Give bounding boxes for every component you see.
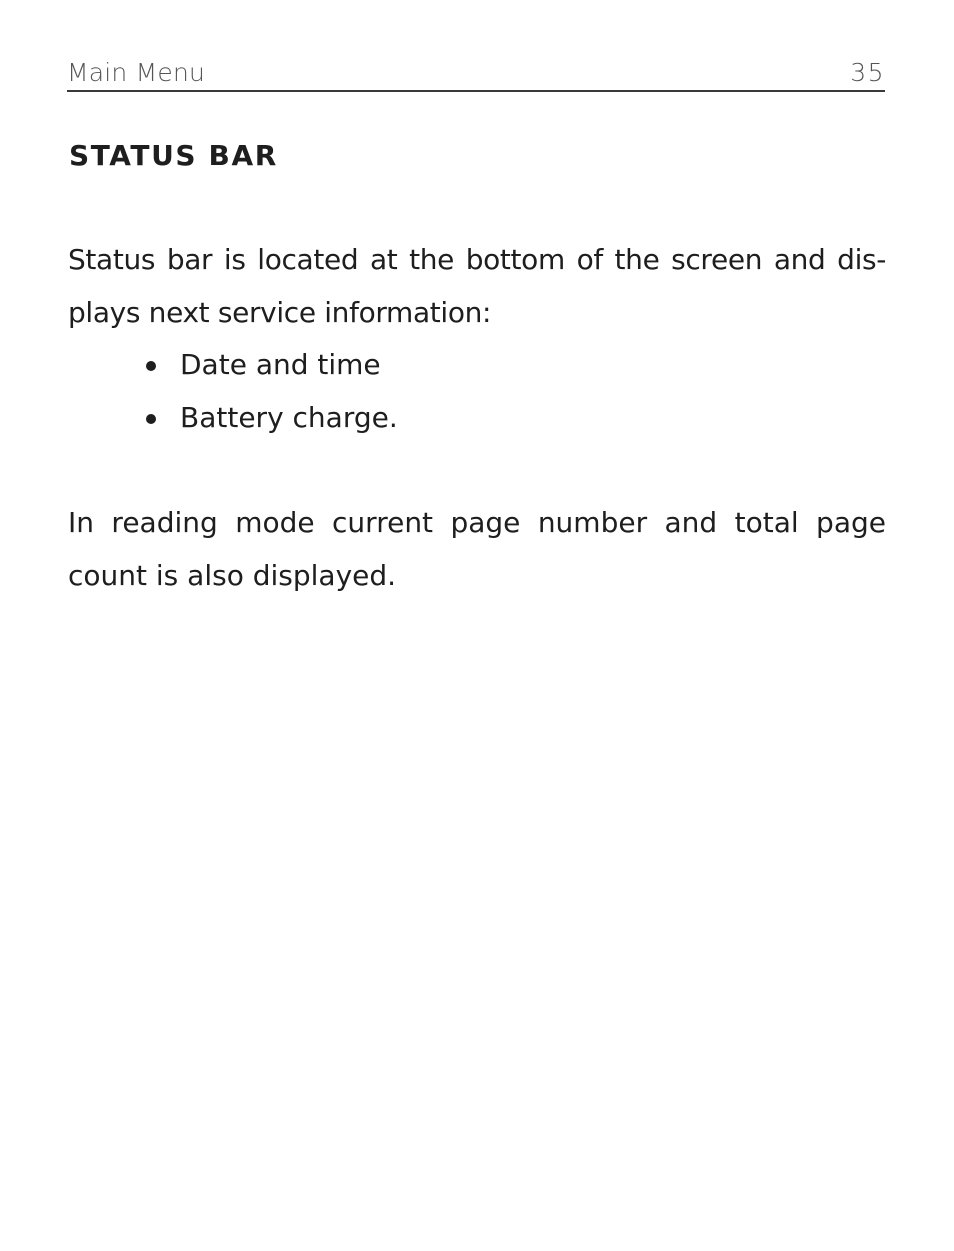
section-title: STATUS BAR [69,139,278,172]
bullet-icon [146,361,156,371]
list-item-label: Date and time [180,348,381,381]
list-item [140,339,398,392]
header-section-name: Main Menu [67,58,206,87]
info-list [140,339,398,444]
intro-paragraph: Status bar is located at the bottom of the screen and dis- plays next service information: [68,243,886,329]
list-item-label: Battery charge. [180,400,398,434]
note-paragraph: In reading mode current page number and total page count is also displayed. [68,506,886,592]
list-item [140,392,398,445]
running-header [67,56,885,92]
bullet-icon [146,414,156,424]
page-number: 35 [850,58,885,87]
